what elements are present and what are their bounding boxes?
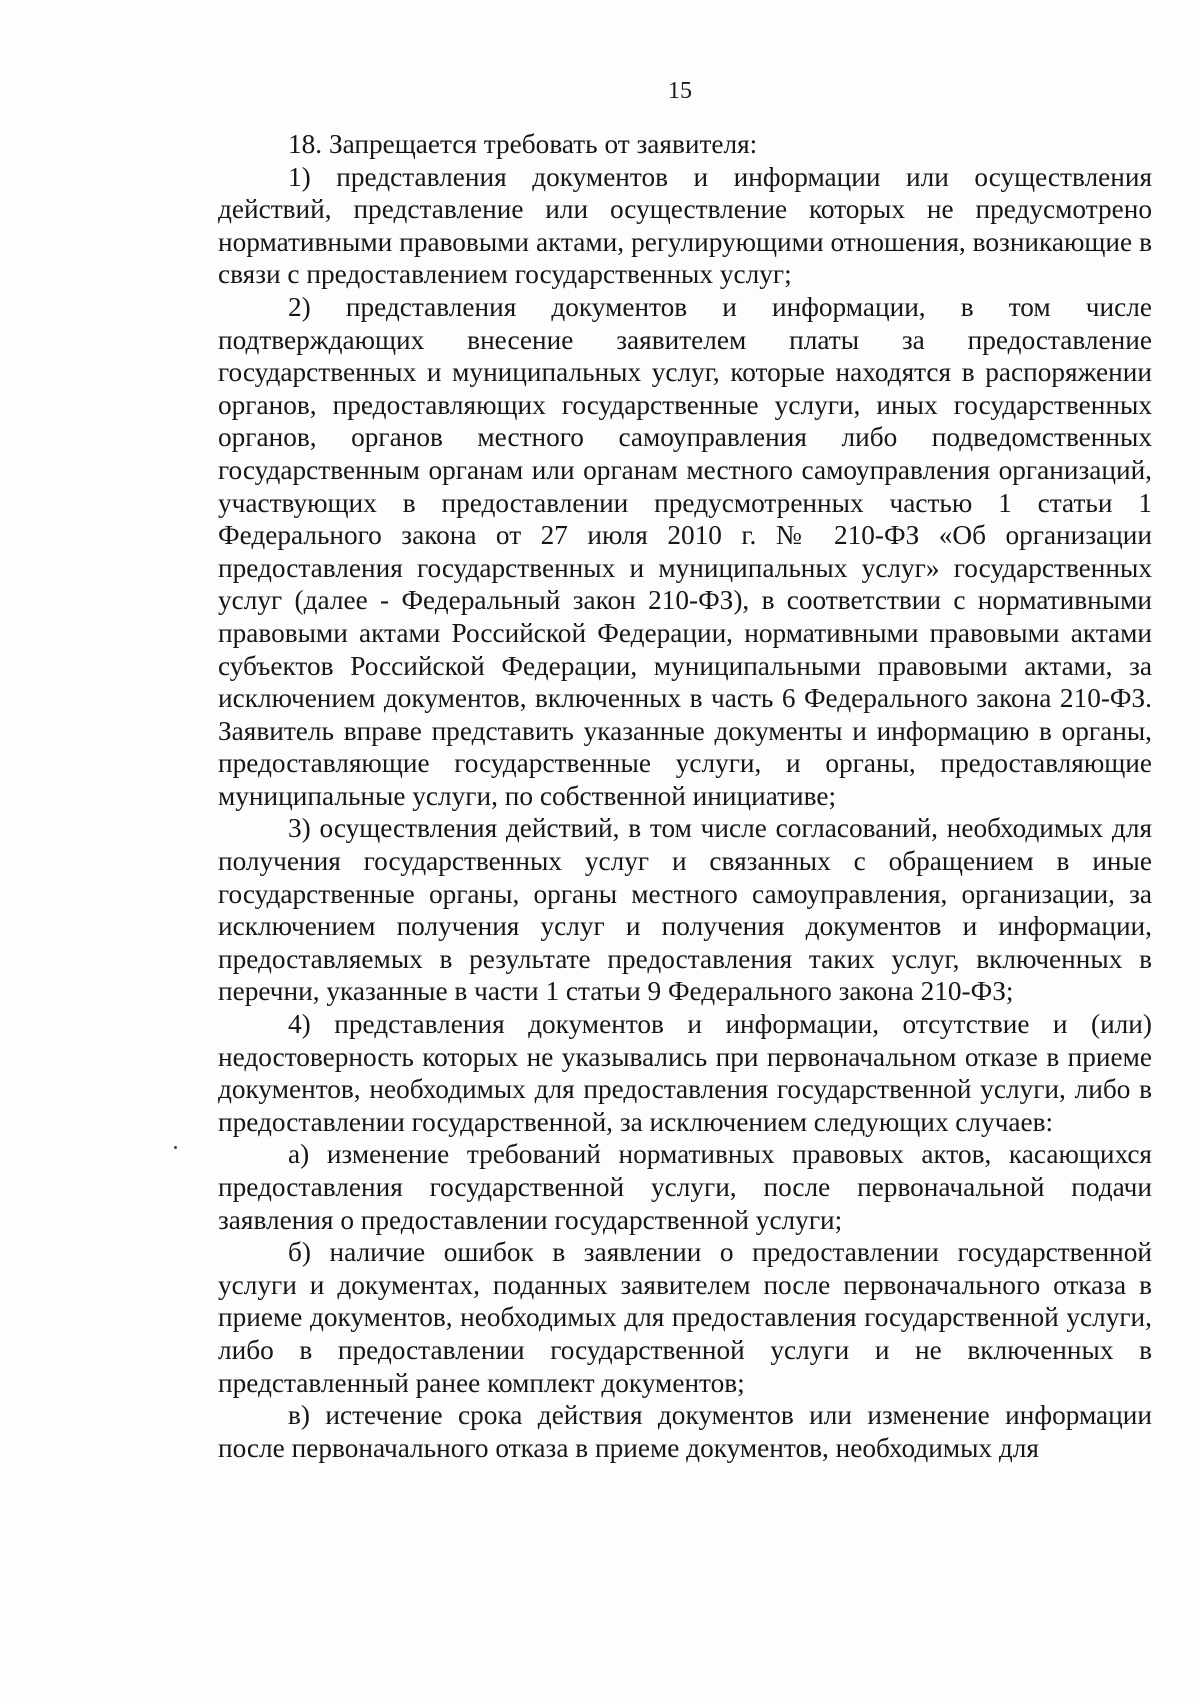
paragraph-subitem-v: в) истечение срока действия документов или изменение информации после первоначального отказа в приеме документов, необходимых для	[218, 1400, 1152, 1463]
paragraph-item-4: 4) представления документов и информации, отсутствие и (или) недостоверность которых не указывались при первоначальном отказе в приеме документов, необходимых для предоставления государственной услуги, либо в предоставлении государственной, за исключением следующих случаев:	[218, 1009, 1152, 1137]
scan-speck	[174, 1146, 177, 1149]
paragraph-item-1: 1) представления документов и информации или осуществления действий, представление или осуществление которых не предусмотрено нормативными правовыми актами, регулирующими отношения, возникающие в связи с предоставлением государственных услуг;	[218, 161, 1152, 290]
paragraph-item-3: 3) осуществления действий, в том числе согласований, необходимых для получения государственных услуг и связанных с обращением в иные государственные органы, органы местного самоуправления, организации, за исключением получения услуг и получения документов и информации, предоставляемых в результате предоставления таких услуг, включенных в перечни, указанные в части 1 статьи 9 Федерального закона 210-ФЗ;	[218, 813, 1152, 1007]
paragraph-subitem-a: а) изменение требований нормативных правовых актов, касающихся предоставления государственной услуги, после первоначальной подачи заявления о предоставлении государственной услуги;	[218, 1139, 1152, 1235]
document-body	[218, 128, 1152, 1464]
paragraph-subitem-b: б) наличие ошибок в заявлении о предоставлении государственной услуги и документах, поданных заявителем после первоначального отказа в приеме документов, необходимых для предоставления государственной услуги, либо в предоставлении государственной услуги и не включенных в представленный ранее комплект документов;	[218, 1237, 1152, 1398]
page-number: 15	[668, 78, 692, 104]
paragraph-item-2: 2) представления документов и информации, в том числе подтверждающих внесение заявителем платы за предоставление государственных и муниципальных услуг, которые находятся в распоряжении органов, предоставляющих государственные услуги, иных государственных органов, органов местного самоуправления либо подведомственных государственным органам или органам местного самоуправления организаций, участвующих в предоставлении предусмотренных частью 1 статьи 1 Федерального закона от 27 июля 2010 г. № 210-ФЗ «Об организации предоставления государственных и муниципальных услуг» государственных услуг (далее - Федеральный закон 210-ФЗ), в соответствии с нормативными правовыми актами Российской Федерации, нормативными правовыми актами субъектов Российской Федерации, муниципальными правовыми актами, за исключением документов, включенных в часть 6 Федерального закона 210-ФЗ. Заявитель вправе представить указанные документы и информацию в органы, предоставляющие государственные услуги, и органы, предоставляющие муниципальные услуги, по собственной инициативе;	[218, 291, 1152, 811]
paragraph-18-heading: 18. Запрещается требовать от заявителя:	[288, 129, 758, 159]
